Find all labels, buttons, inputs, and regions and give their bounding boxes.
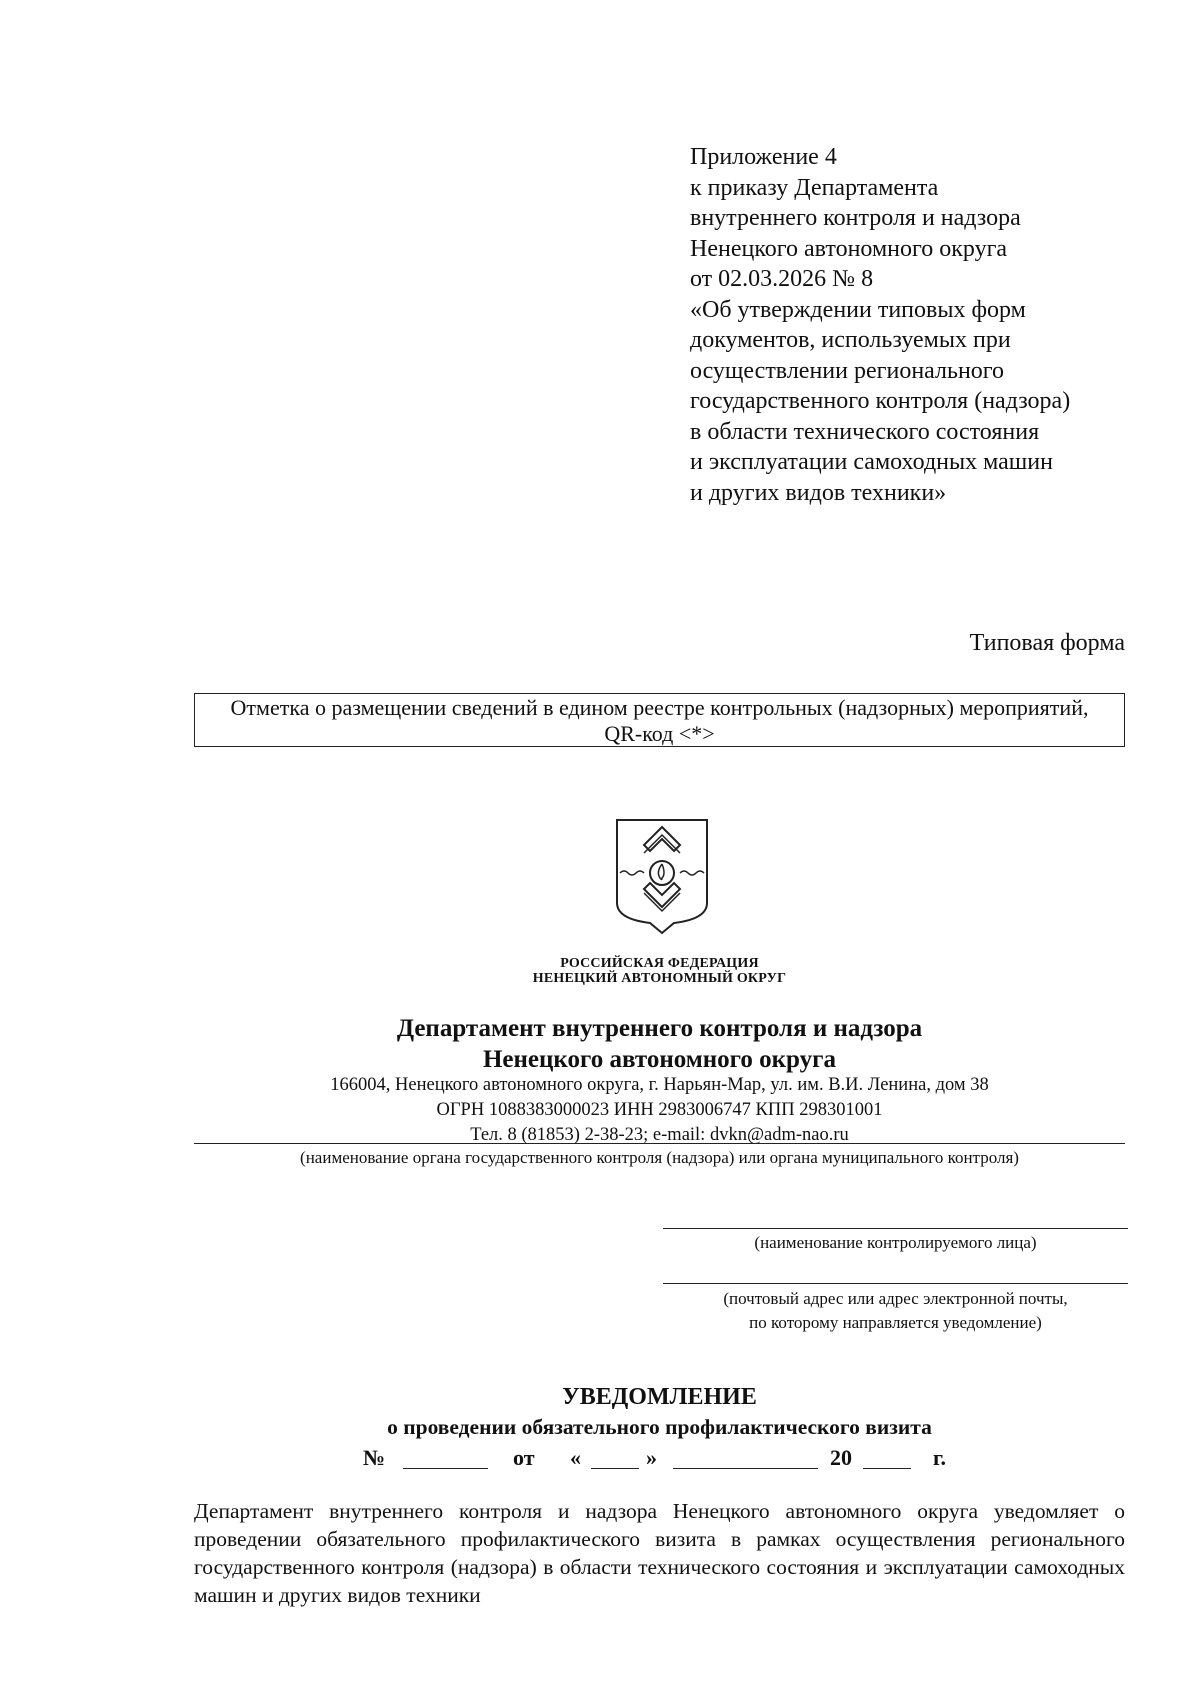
appendix-block [690,142,1190,508]
department-contacts: Тел. 8 (81853) 2-38-23; e-mail: dvkn@adm-nao.ru [470,1125,849,1145]
appendix-line: внутреннего контроля и надзора [690,205,1021,231]
department-registration: ОГРН 1088383000023 ИНН 2983006747 КПП 298301001 [436,1100,883,1120]
department-address: 166004, Ненецкого автономного округа, г. Нарьян-Мар, ул. им. В.И. Ленина, дом 38 [330,1075,989,1095]
from-label: от [513,1445,535,1470]
country-name: РОССИЙСКАЯ ФЕДЕРАЦИЯ [560,956,759,971]
notice-number-date-line [363,1445,963,1481]
notice-body: Департамент внутреннего контроля и надзора Ненецкого автономного округа уведомляет о проведении обязательного профилактического визита в рамках осуществления регионального государственного контроля (надзора) в области технического состояния и эксплуатации самоходных машин и других видов техники [194,1499,1125,1607]
department-line1: Департамент внутреннего контроля и надзора [396,1015,923,1042]
number-blank [403,1468,488,1469]
department-line2: Ненецкого автономного округа [482,1046,836,1073]
address-caption-line1: (почтовый адрес или адрес электронной почты, [723,1289,1068,1308]
controlled-person-caption: (наименование контролируемого лица) [754,1233,1037,1252]
month-blank [673,1468,818,1469]
year-blank [863,1468,911,1469]
registry-mark-line2: QR-код <*> [604,721,715,746]
quote-close: » [646,1445,657,1470]
recipient-address-field [663,1283,1128,1284]
appendix-line: документов, используемых при [690,327,1011,353]
appendix-line: Ненецкого автономного округа [690,235,1008,262]
registry-mark-line1: Отметка о размещении сведений в едином реестре контрольных (надзорных) мероприятий, [230,695,1089,720]
year-prefix: 20 [830,1445,852,1470]
appendix-line: и других видов техники» [690,479,947,506]
appendix-line: Приложение 4 [690,144,837,170]
quote-open: « [570,1445,581,1470]
notice-title: УВЕДОМЛЕНИЕ [562,1384,757,1410]
address-caption-line2: по которому направляется уведомление) [749,1313,1042,1332]
department-details [194,1073,1125,1148]
appendix-line: и эксплуатации самоходных машин [690,449,1053,475]
notice-subtitle: о проведении обязательного профилактического визита [387,1415,932,1439]
appendix-line: к приказу Департамента [690,174,939,201]
day-blank [591,1468,639,1469]
appendix-line: «Об утверждении типовых форм [690,296,1026,323]
department-name [194,1013,1125,1075]
appendix-line: осуществлении регионального [690,357,1005,384]
appendix-line: от 02.03.2026 № 8 [690,266,874,292]
year-suffix: г. [933,1445,947,1470]
form-type-label: Типовая форма [969,630,1125,656]
controlled-person-field [663,1228,1128,1229]
header-divider [194,1143,1125,1144]
recipient-address-caption [663,1287,1128,1335]
coat-of-arms-emblem [614,817,710,935]
appendix-line: в области технического состояния [690,418,1040,445]
region-name: НЕНЕЦКИЙ АВТОНОМНЫЙ ОКРУГ [532,971,787,986]
registry-mark-box [194,693,1125,747]
number-sign: № [363,1445,386,1470]
org-caption: (наименование органа государственного контроля (надзора) или органа муниципального контроля) [300,1148,1019,1167]
header-country [194,956,1125,986]
appendix-line: государственного контроля (надзора) [690,388,1071,414]
